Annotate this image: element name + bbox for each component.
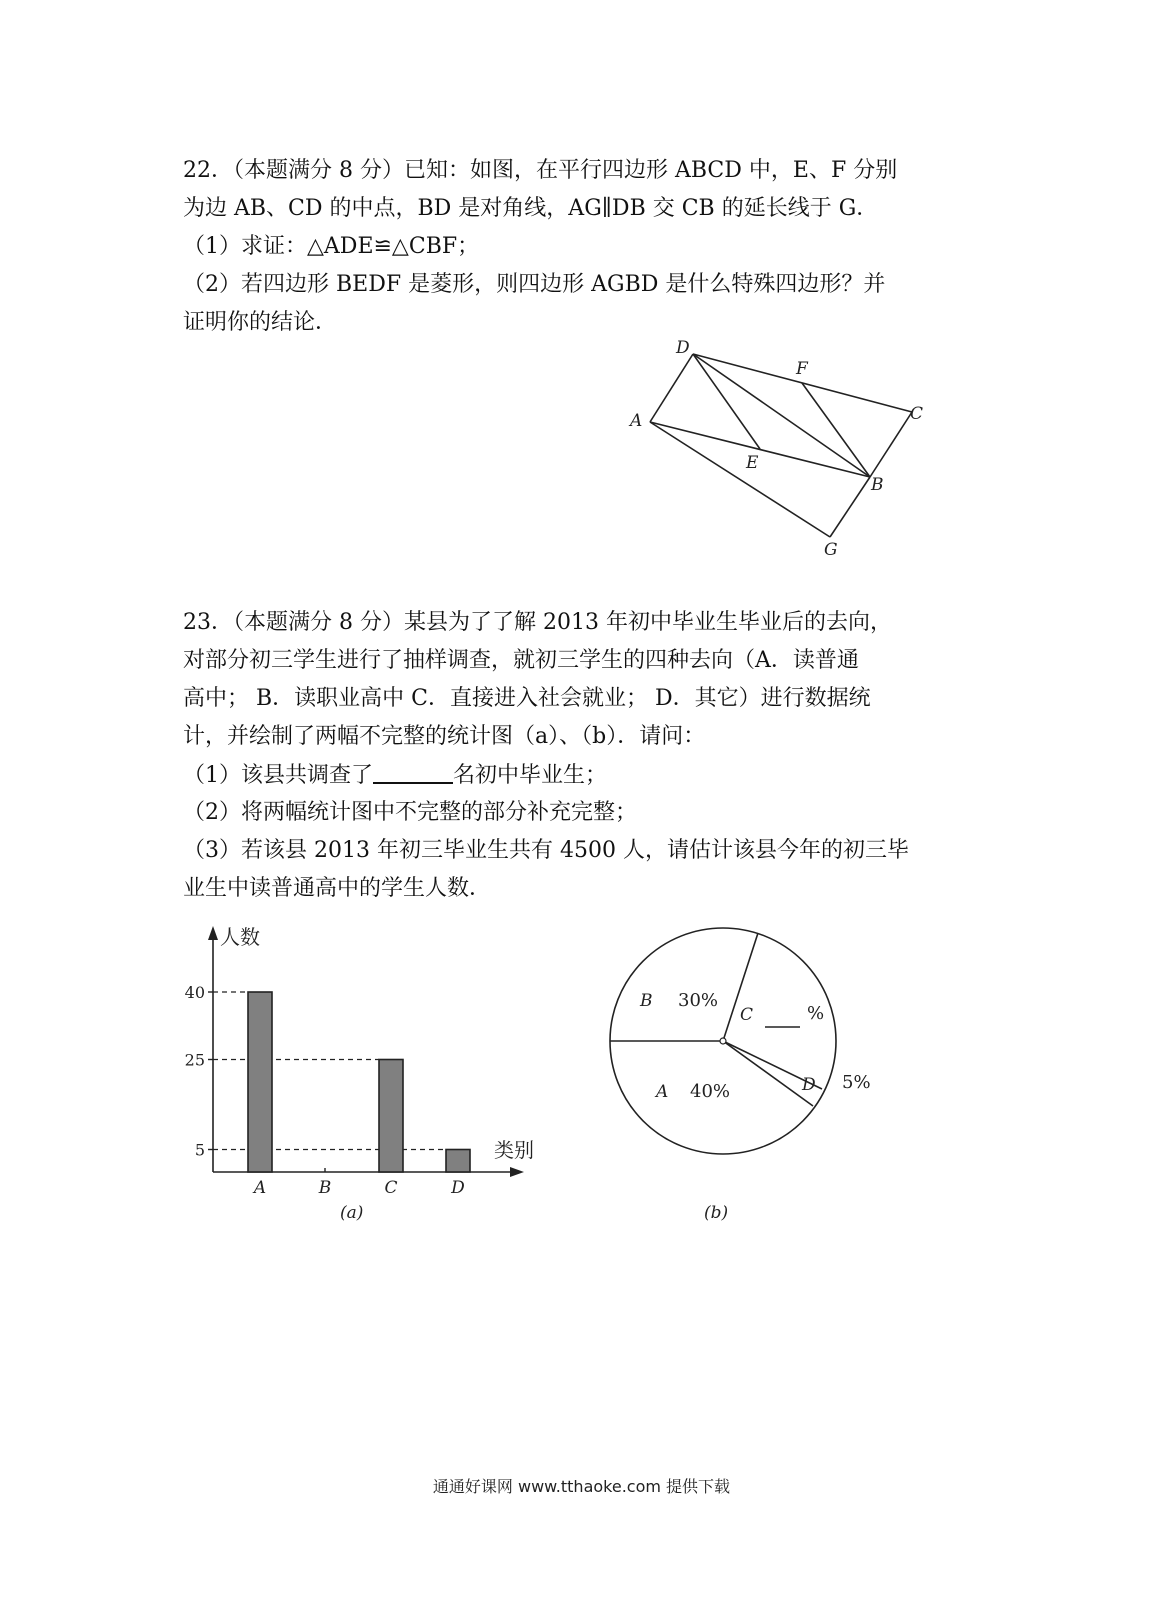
label-f: F <box>796 359 808 379</box>
y-tick-label: 5 <box>194 1140 205 1160</box>
slice-b-value: 30% <box>678 990 719 1011</box>
label-d: D <box>676 338 690 358</box>
label-g: G <box>824 540 838 560</box>
label-e: E <box>746 453 759 473</box>
slice-a-label: A <box>656 1082 669 1102</box>
y-axis-label: 人数 <box>220 925 260 949</box>
slice-d-value: 5% <box>842 1072 871 1093</box>
x-category-label: C <box>384 1178 398 1198</box>
slice-b-label: B <box>640 991 653 1011</box>
q23-line-5-part-b: 名初中毕业生； <box>453 763 608 788</box>
q23-line-2: 对部分初三学生进行了抽样调查，就初三学生的四种去向（A．读普通 <box>183 648 859 673</box>
x-axis-label: 类别 <box>494 1138 534 1162</box>
label-c: C <box>910 404 924 424</box>
slice-c-label: C <box>740 1005 754 1025</box>
label-a: A <box>630 411 643 431</box>
q23-line-1: 23．（本题满分 8 分）某县为了了解 2013 年初中毕业生毕业后的去向， <box>183 610 892 635</box>
q23-line-4: 计，并绘制了两幅不完整的统计图（a）、（b）．请问： <box>183 724 706 749</box>
q23-line-6: （2）将两幅统计图中不完整的部分补充完整； <box>183 800 637 825</box>
x-category-label: B <box>318 1178 332 1198</box>
x-category-label: A <box>253 1178 267 1198</box>
q22-line-5: 证明你的结论． <box>183 310 338 335</box>
q23-line-7: （3）若该县 2013 年初三毕业生共有 4500 人，请估计该县今年的初三毕 <box>183 838 909 863</box>
q22-line-4: （2）若四边形 BEDF 是菱形，则四边形 AGBD 是什么特殊四边形？并 <box>183 272 886 297</box>
pie-chart-caption: (b) <box>704 1203 729 1223</box>
page-footer: 通通好课网 www.tthaoke.com 提供下载 <box>432 1477 731 1496</box>
label-b: B <box>871 475 884 495</box>
slice-d-label: D <box>802 1075 816 1095</box>
slice-a-value: 40% <box>690 1081 731 1102</box>
x-category-label: D <box>451 1178 465 1198</box>
q23-line-8: 业生中读普通高中的学生人数． <box>183 876 492 901</box>
pie-divider-da <box>723 1041 813 1106</box>
q23-line-5-part-a: （1）该县共调查了 <box>183 763 373 788</box>
slice-c-value: % <box>807 1003 825 1024</box>
q22-line-2: 为边 AB、CD 的中点，BD 是对角线，AG∥DB 交 CB 的延长线于 G． <box>183 196 879 221</box>
q22-line-3: （1）求证：△ADE≌△CBF； <box>183 234 480 259</box>
y-tick-label: 25 <box>184 1050 205 1070</box>
q23-line-3: 高中； B．读职业高中 C．直接进入社会就业； D．其它）进行数据统 <box>183 686 871 711</box>
bar-chart-caption: (a) <box>340 1203 364 1223</box>
pie-center <box>720 1038 726 1044</box>
y-tick-label: 40 <box>184 983 205 1002</box>
q22-line-1: 22．（本题满分 8 分）已知：如图，在平行四边形 ABCD 中，E、F 分别 <box>183 158 898 183</box>
